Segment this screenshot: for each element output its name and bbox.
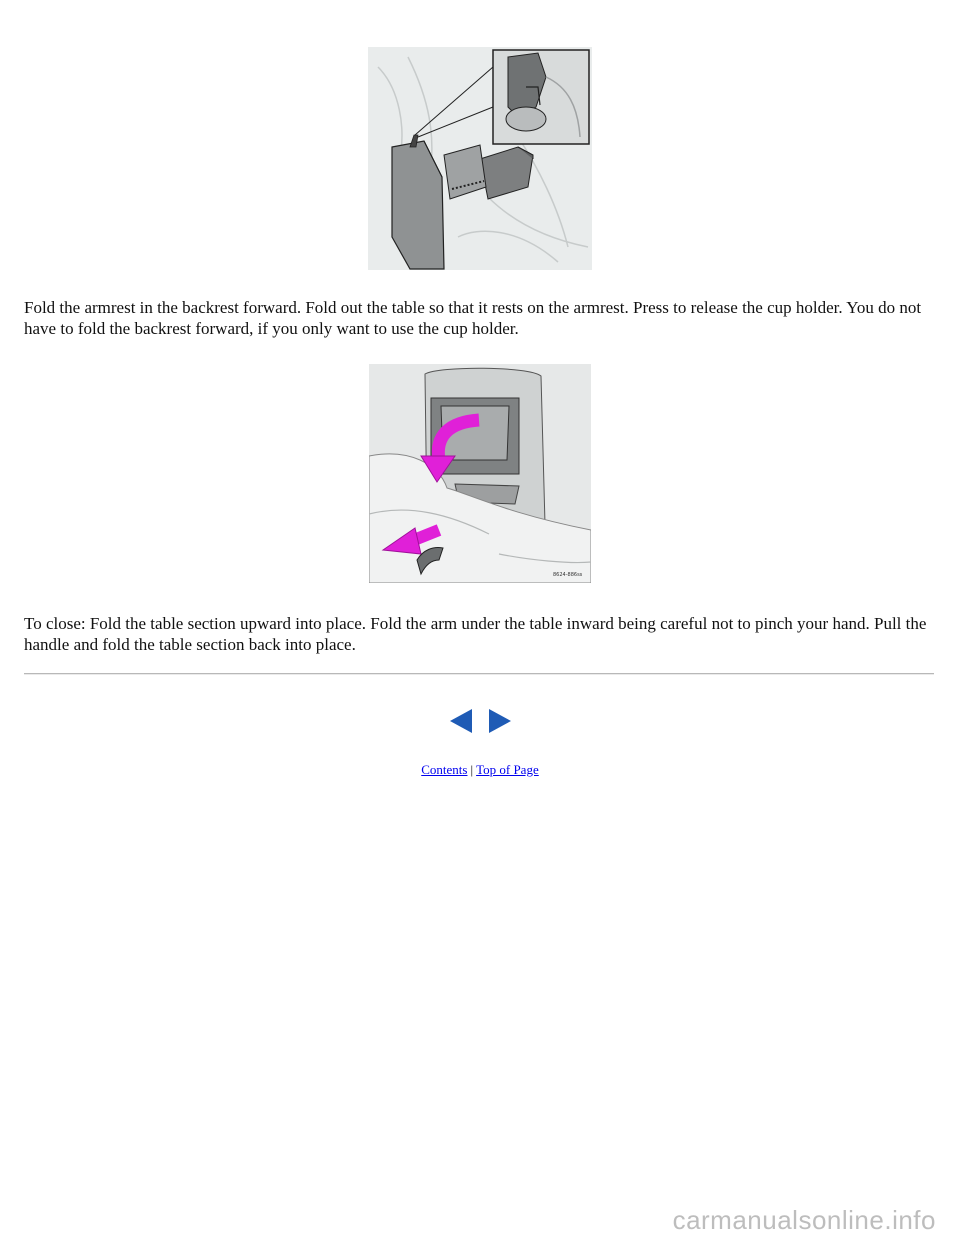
right-arrow-icon[interactable]	[487, 707, 513, 735]
watermark: carmanualsonline.info	[672, 1205, 936, 1235]
footer-links	[0, 762, 960, 778]
left-arrow-icon[interactable]	[448, 707, 474, 735]
instruction-open-paragraph: Fold the armrest in the backrest forward. Fold out the table so that it rests on the armrest. Press to release the cup holder. You do not have to fold the backrest forward, if you only want to use the cup holder.	[24, 298, 922, 338]
top-of-page-link[interactable]: Top of Page	[476, 762, 539, 777]
table-fold-arrows-illustration	[369, 364, 591, 583]
page-navigation-arrows	[0, 707, 960, 737]
table-fold-figure	[369, 364, 591, 583]
instruction-close-paragraph: To close: Fold the table section upward into place. Fold the arm under the table inward being careful not to pinch your hand. Pull the handle and fold the table section back into place.	[24, 614, 927, 654]
contents-link[interactable]: Contents	[421, 762, 468, 777]
figure-code-label: 8624-886ss	[553, 572, 583, 578]
horizontal-divider	[24, 673, 934, 675]
armrest-cupholder-figure	[368, 47, 592, 270]
armrest-table-cupholder-illustration	[368, 47, 592, 270]
footer-separator: |	[470, 762, 474, 777]
